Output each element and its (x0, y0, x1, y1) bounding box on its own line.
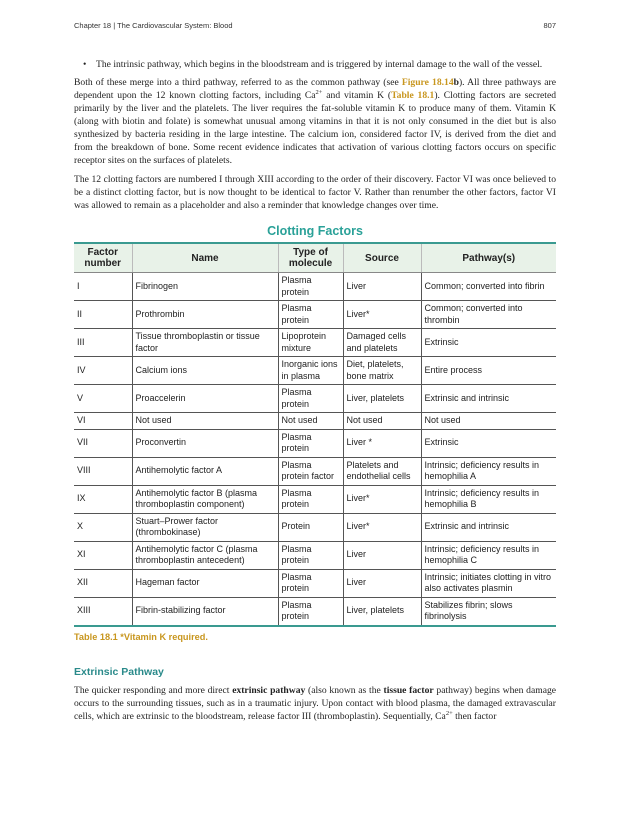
table-link[interactable]: Table 18.1 (391, 90, 435, 101)
extrinsic-text-d: then factor (452, 710, 497, 722)
cell-name: Hageman factor (132, 569, 278, 597)
cell-name: Antihemolytic factor B (plasma thromboplastin component) (132, 485, 278, 513)
cell-name: Stuart–Prower factor (thrombokinase) (132, 513, 278, 541)
extrinsic-text-c: pathway) begins when damage occurs to the surrounding tissues, such as in a traumatic injury. Upon contact with blood plasma, the damaged extravascular cells, which are extrinsic to the bloodstream, release factor III (thromboplastin). Sequentially, Ca (74, 684, 557, 722)
cell-pathway: Extrinsic and intrinsic (421, 513, 556, 541)
cell-pathway: Not used (421, 413, 556, 430)
cell-source: Liver, platelets (343, 597, 421, 626)
cell-factor-number: VI (74, 413, 132, 430)
extrinsic-text-a: The quicker responding and more direct (74, 684, 233, 696)
header-name: Name (132, 243, 278, 273)
cell-name: Tissue thromboplastin or tissue factor (132, 329, 278, 357)
cell-name: Not used (132, 413, 278, 430)
bullet-dot: • (83, 59, 87, 70)
cell-name: Fibrinogen (132, 273, 278, 301)
cell-factor-number: XI (74, 541, 132, 569)
table-row (74, 597, 556, 626)
calcium-superscript-2: 2+ (445, 709, 453, 717)
table-row (74, 457, 556, 485)
cell-factor-number: XIII (74, 597, 132, 626)
cell-source: Liver (343, 273, 421, 301)
cell-name: Calcium ions (132, 357, 278, 385)
cell-factor-number: VII (74, 429, 132, 457)
chapter-title: Chapter 18 | The Cardiovascular System: Blood (74, 21, 233, 30)
para1-text-a: Both of these merge into a third pathway, referred to as the common pathway (see (74, 77, 402, 88)
cell-factor-number: I (74, 273, 132, 301)
cell-pathway: Intrinsic; initiates clotting in vitro also activates plasmin (421, 569, 556, 597)
paragraph-clotting-factors (74, 76, 556, 167)
table-row (74, 429, 556, 457)
cell-pathway: Intrinsic; deficiency results in hemophilia A (421, 457, 556, 485)
clotting-factors-table (74, 242, 556, 627)
cell-type: Plasma protein (278, 301, 343, 329)
para1-text-b: ). All three pathways are dependent upon the 12 known clotting factors, including Ca (74, 77, 556, 101)
cell-type: Inorganic ions in plasma (278, 357, 343, 385)
bullet-item (74, 58, 556, 71)
cell-type: Plasma protein (278, 385, 343, 413)
cell-pathway: Common; converted into fibrin (421, 273, 556, 301)
table-row (74, 301, 556, 329)
term-extrinsic-pathway: extrinsic pathway (232, 684, 306, 696)
page-number: 807 (543, 21, 556, 30)
cell-source: Liver (343, 541, 421, 569)
cell-type: Plasma protein (278, 597, 343, 626)
cell-factor-number: VIII (74, 457, 132, 485)
calcium-superscript: 2+ (315, 89, 323, 96)
cell-pathway: Stabilizes fibrin; slows fibrinolysis (421, 597, 556, 626)
cell-name: Prothrombin (132, 301, 278, 329)
table-row (74, 413, 556, 430)
table-caption: Table 18.1 *Vitamin K required. (74, 631, 208, 642)
cell-type: Plasma protein factor (278, 457, 343, 485)
table-row (74, 357, 556, 385)
table-row (74, 541, 556, 569)
header-pathways: Pathway(s) (421, 243, 556, 273)
cell-pathway: Entire process (421, 357, 556, 385)
cell-type: Plasma protein (278, 485, 343, 513)
table-row (74, 329, 556, 357)
table-body (74, 273, 556, 626)
cell-type: Plasma protein (278, 569, 343, 597)
cell-factor-number: IV (74, 357, 132, 385)
header-type-of-molecule: Type of molecule (278, 243, 343, 273)
cell-pathway: Intrinsic; deficiency results in hemophilia C (421, 541, 556, 569)
cell-source: Liver* (343, 301, 421, 329)
figure-link-suffix: b (453, 77, 459, 88)
cell-name: Proaccelerin (132, 385, 278, 413)
figure-link[interactable] (402, 77, 459, 88)
cell-factor-number: V (74, 385, 132, 413)
cell-source: Diet, platelets, bone matrix (343, 357, 421, 385)
cell-source: Liver* (343, 485, 421, 513)
table-title: Clotting Factors (267, 224, 363, 238)
cell-pathway: Common; converted into thrombin (421, 301, 556, 329)
figure-link-label: Figure 18.14 (401, 77, 454, 88)
cell-type: Plasma protein (278, 429, 343, 457)
bullet-text: The intrinsic pathway, which begins in the bloodstream and is triggered by internal damage to the wall of the vessel. (96, 59, 543, 70)
cell-type: Not used (278, 413, 343, 430)
table-row (74, 569, 556, 597)
cell-pathway: Extrinsic (421, 329, 556, 357)
cell-type: Plasma protein (278, 273, 343, 301)
cell-type: Plasma protein (278, 541, 343, 569)
para1-text-c: and vitamin K ( (322, 90, 392, 101)
paragraph-numbering: The 12 clotting factors are numbered I through XIII according to the order of their discovery. Factor VI was once believed to be a distinct clotting factor, but is now thought to be identical to factor V. Rather than renumber the other factors, factor VI was allowed to remain as a placeholder and also a reminder that knowledge changes over time. (74, 174, 556, 211)
cell-factor-number: II (74, 301, 132, 329)
cell-type: Protein (278, 513, 343, 541)
cell-name: Antihemolytic factor C (plasma thromboplastin antecedent) (132, 541, 278, 569)
section-heading-extrinsic: Extrinsic Pathway (74, 665, 164, 678)
cell-name: Fibrin-stabilizing factor (132, 597, 278, 626)
cell-factor-number: III (74, 329, 132, 357)
cell-factor-number: IX (74, 485, 132, 513)
cell-pathway: Extrinsic and intrinsic (421, 385, 556, 413)
para1-text-d: ). Clotting factors are secreted primarily by the liver and the platelets. The liver requires the fat-soluble vitamin K to produce many of them. Vitamin K (along with biotin and folate) is somewhat unusual among vitamins in that it is not only consumed in the diet but is also synthesized by bacteria residing in the large intestine. The calcium ion, considered factor IV, is derived from the diet and from the breakdown of bone. Some recent evidence indicates that activation of various clotting factors occurs on specific receptor sites on the surfaces of platelets. (74, 90, 557, 166)
paragraph-extrinsic (74, 684, 556, 723)
cell-source: Liver (343, 569, 421, 597)
table-row (74, 273, 556, 301)
cell-pathway: Intrinsic; deficiency results in hemophilia B (421, 485, 556, 513)
term-tissue-factor: tissue factor (383, 684, 434, 696)
cell-source: Platelets and endothelial cells (343, 457, 421, 485)
header-factor-number: Factor number (74, 243, 132, 273)
table-row (74, 513, 556, 541)
cell-source: Not used (343, 413, 421, 430)
table-row (74, 385, 556, 413)
cell-source: Liver, platelets (343, 385, 421, 413)
page-content (74, 58, 556, 723)
cell-factor-number: XII (74, 569, 132, 597)
table-row (74, 485, 556, 513)
table-header-row (74, 243, 556, 273)
cell-factor-number: X (74, 513, 132, 541)
cell-source: Liver* (343, 513, 421, 541)
cell-name: Proconvertin (132, 429, 278, 457)
cell-name: Antihemolytic factor A (132, 457, 278, 485)
cell-source: Damaged cells and platelets (343, 329, 421, 357)
cell-type: Lipoprotein mixture (278, 329, 343, 357)
cell-pathway: Extrinsic (421, 429, 556, 457)
cell-source: Liver * (343, 429, 421, 457)
extrinsic-text-b: (also known as the (305, 684, 384, 696)
header-source: Source (343, 243, 421, 273)
